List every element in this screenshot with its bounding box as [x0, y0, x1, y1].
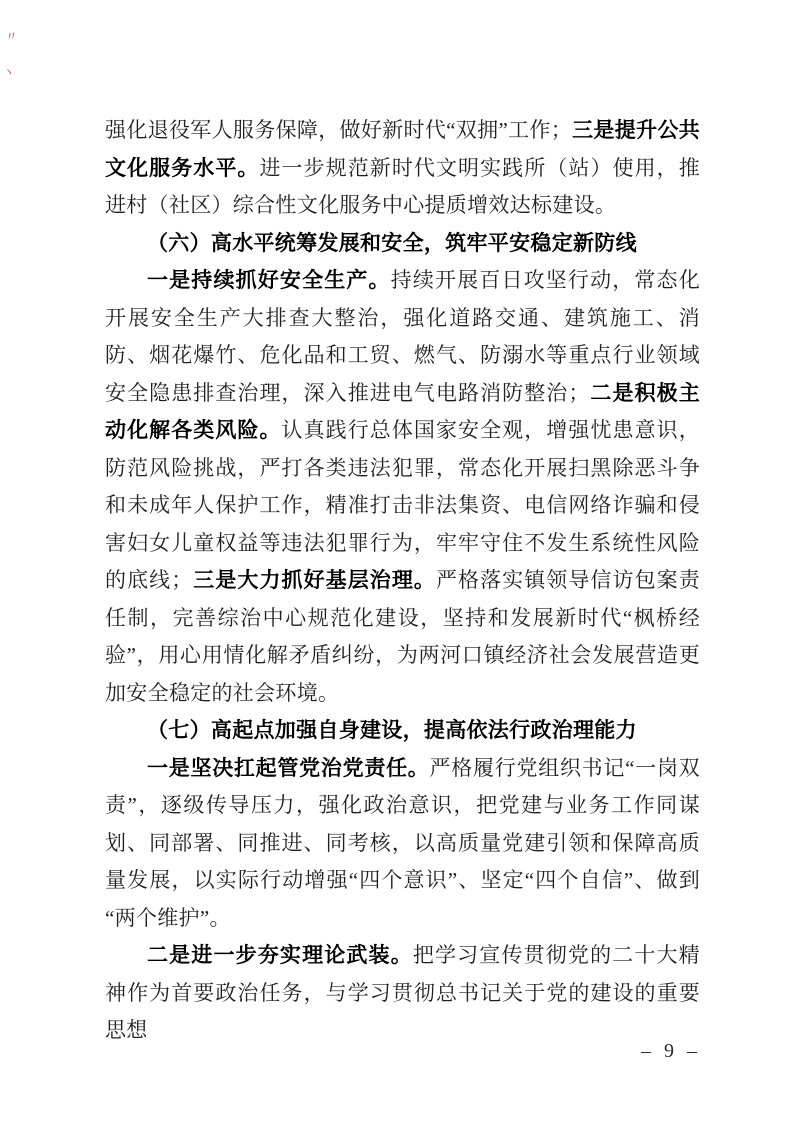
text-run: 进一步规范新时代文明实践所（站）使用，推进村（社区）综合性文化服务中心提质增效达标建设。 — [105, 155, 701, 217]
red-scan-mark: 丶 — [1, 64, 16, 81]
emphasis-run: 三是大力抓好基层治理。 — [192, 568, 436, 592]
text-run: 严格履行党组织书记“一岗双责”，逐级传导压力，强化政治意识，把党建与业务工作同谋划、同部署、同推进、同考核，以高质量党建引领和保障高质量发展，以实际行动增强“四个意识”、坚定“四个自信”、做到“两个维护”。 — [105, 755, 700, 930]
emphasis-run: 一是持续抓好安全生产。 — [147, 268, 391, 292]
document-body — [105, 112, 700, 1050]
body-paragraph — [105, 262, 700, 712]
section-heading — [105, 712, 700, 750]
text-run: 把学习宣传贯彻党的二十大精神作为首要政治任务，与学习贯彻总书记关于党的建设的重要思想 — [105, 943, 700, 1042]
body-paragraph — [105, 937, 700, 1050]
emphasis-run: （六）高水平统筹发展和安全，筑牢平安稳定新防线 — [147, 230, 637, 255]
section-heading — [105, 225, 700, 263]
text-run: 持续开展百日攻坚行动，常态化开展安全生产大排查大整治，强化道路交通、建筑施工、消防、烟花爆竹、危化品和工贸、燃气、防溺水等重点行业领域安全隐患排查治理，深入推进电气电路消防整治； — [105, 268, 700, 405]
body-paragraph — [105, 112, 700, 225]
emphasis-run: 二是积极主动化解各类风险。 — [105, 380, 700, 442]
page-number: – 9 – — [641, 1040, 701, 1062]
emphasis-run: 三是提升公共文化服务水平。 — [105, 118, 700, 180]
red-scan-mark: 〃 — [4, 28, 19, 45]
text-run: 严格落实镇领导信访包案责任制，完善综治中心规范化建设，坚持和发展新时代“枫桥经验”，用心用情化解矛盾纠纷，为两河口镇经济社会发展营造更加安全稳定的社会环境。 — [105, 568, 700, 705]
emphasis-run: 二是进一步夯实理论武装。 — [147, 943, 413, 967]
body-paragraph — [105, 750, 700, 938]
text-run: 强化退役军人服务保障，做好新时代“双拥”工作； — [105, 118, 573, 142]
text-run: 认真践行总体国家安全观，增强忧患意识，防范风险挑战，严打各类违法犯罪，常态化开展扫黑除恶斗争和未成年人保护工作，精准打击非法集资、电信网络诈骗和侵害妇女儿童权益等违法犯罪行为，牢牢守住不发生系统性风险的底线； — [105, 418, 700, 592]
emphasis-run: 一是坚决扛起管党治党责任。 — [147, 755, 430, 780]
emphasis-run: （七）高起点加强自身建设，提高依法行政治理能力 — [147, 718, 637, 742]
